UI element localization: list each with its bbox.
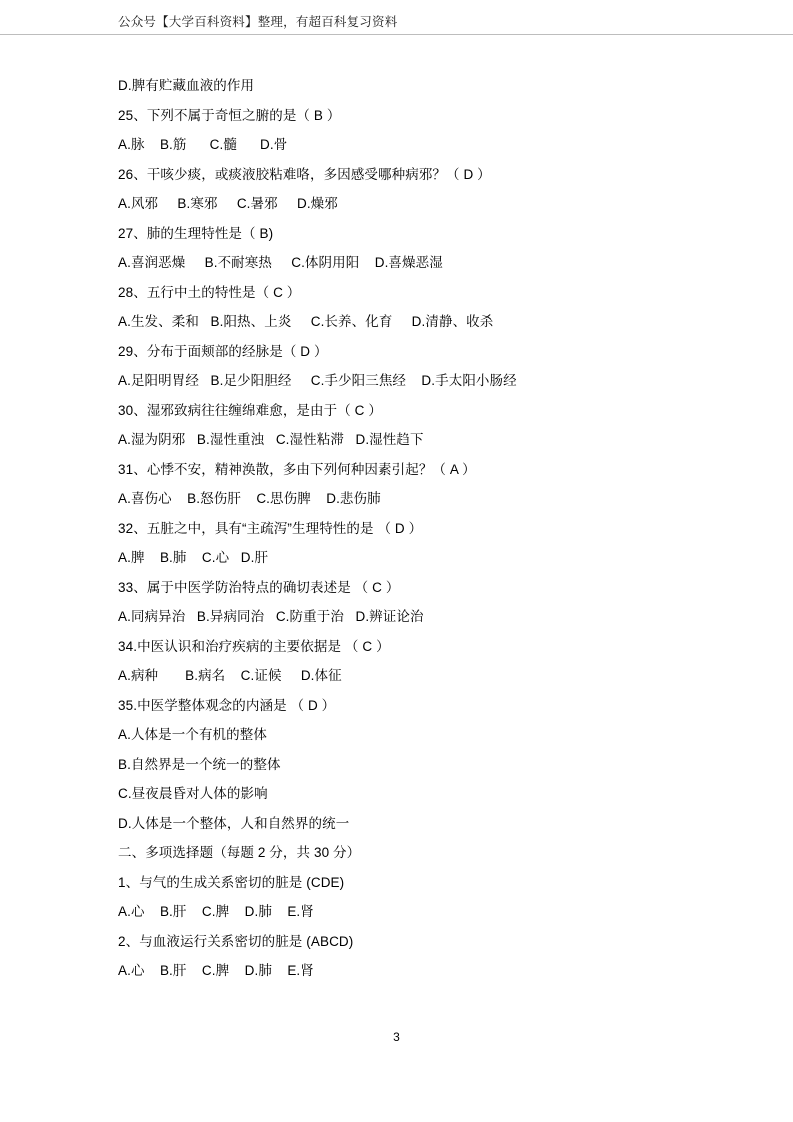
document-line: A.喜伤心 B.怒伤肝 C.思伤脾 D.悲伤肺 — [118, 491, 381, 506]
document-line: A.心 B.肝 C.脾 D.肺 E.肾 — [118, 904, 314, 919]
document-line: 25、下列不属于奇恒之腑的是（ B ） — [118, 107, 341, 123]
document-line: A.脾 B.肺 C.心 D.肝 — [118, 550, 269, 565]
document-line: A.人体是一个有机的整体 — [118, 727, 267, 742]
document-line: 28、五行中土的特性是（ C ） — [118, 284, 301, 300]
document-line: A.风邪 B.寒邪 C.暑邪 D.燥邪 — [118, 196, 338, 211]
section-heading: 二、多项选择题（每题 2 分，共 30 分） — [118, 845, 361, 860]
document-line: 29、分布于面颊部的经脉是（ D ） — [118, 343, 328, 359]
document-line: 31、心悸不安，精神涣散，多由下列何种因素引起？（ A ） — [118, 461, 476, 477]
document-line: D.脾有贮藏血液的作用 — [118, 78, 255, 93]
document-line: 32、五脏之中，具有“主疏泻”生理特性的是 （ D ） — [118, 520, 423, 536]
document-line: 1、与气的生成关系密切的脏是 (CDE) — [118, 874, 345, 890]
document-line: A.喜润恶燥 B.不耐寒热 C.体阴用阳 D.喜燥恶湿 — [118, 255, 443, 270]
document-line: 27、肺的生理特性是（ B) — [118, 225, 274, 241]
document-line: C.昼夜晨昏对人体的影响 — [118, 786, 268, 801]
document-line: 26、干咳少痰，或痰液胶粘难咯，多因感受哪种病邪？（ D ） — [118, 166, 491, 182]
document-line: 33、属于中医学防治特点的确切表述是 （ C ） — [118, 579, 400, 595]
document-line: 35.中医学整体观念的内涵是 （ D ） — [118, 697, 336, 713]
document-body — [118, 78, 678, 993]
document-line: A.同病异治 B.异病同治 C.防重于治 D.辨证论治 — [118, 609, 424, 624]
document-line: D.人体是一个整体，人和自然界的统一 — [118, 815, 350, 831]
document-line: A.湿为阴邪 B.湿性重浊 C.湿性粘滞 D.湿性趋下 — [118, 432, 424, 447]
document-line: 34.中医认识和治疗疾病的主要依据是 （ C ） — [118, 638, 390, 654]
document-line: A.心 B.肝 C.脾 D.肺 E.肾 — [118, 963, 314, 978]
document-line: A.脉 B.筋 C.髓 D.骨 — [118, 137, 288, 152]
document-line: A.病种 B.病名 C.证候 D.体征 — [118, 668, 342, 683]
document-line: A.生发、柔和 B.阳热、上炎 C.长养、化育 D.清静、收杀 — [118, 314, 494, 329]
watermark-text: 公众号【大学百科资料】整理，有超百科复习资料 — [118, 15, 398, 29]
document-line: 30、湿邪致病往往缠绵难愈，是由于（ C ） — [118, 402, 382, 418]
document-line: A.足阳明胃经 B.足少阳胆经 C.手少阳三焦经 D.手太阳小肠经 — [118, 373, 517, 388]
document-line: B.自然界是一个统一的整体 — [118, 756, 281, 772]
header-divider — [0, 34, 793, 35]
page-number: 3 — [393, 1030, 400, 1044]
document-line: 2、与血液运行关系密切的脏是 (ABCD) — [118, 933, 354, 949]
